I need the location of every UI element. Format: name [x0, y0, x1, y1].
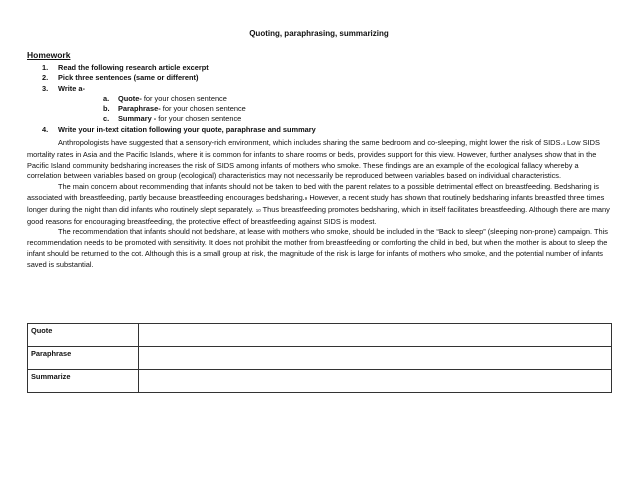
sub-item-label: Summary -: [118, 114, 157, 124]
sub-item-text: for your chosen sentence: [160, 104, 246, 114]
list-item: 1. Read the following research article excerpt: [42, 63, 209, 72]
table-row: [28, 347, 612, 370]
sub-list-item: c. Summary - for your chosen sentence: [103, 114, 242, 124]
instruction-text: Write your in-text citation following your quote, paraphrase and summary: [58, 124, 316, 134]
answer-cell-summarize[interactable]: [139, 370, 612, 393]
answer-cell-quote[interactable]: [139, 324, 612, 347]
sub-item-label: Paraphrase-: [118, 104, 161, 114]
sub-item-text: for your chosen sentence: [141, 93, 227, 103]
instruction-text: Read the following research article excerpt: [58, 63, 209, 72]
citation-ref: 4: [562, 141, 565, 146]
answer-cell-paraphrase[interactable]: [139, 347, 612, 370]
row-label: Summarize: [28, 370, 139, 393]
table-row: [28, 324, 612, 347]
list-item: 3. Write a- a. Quote- for your chosen sentence b. Paraphrase- for your chosen sentence c. Summary - for your chosen sentence: [27, 84, 316, 125]
answer-table: [27, 323, 612, 393]
page-title: Quoting, paraphrasing, summarizing: [249, 29, 389, 38]
sub-item-text: for your chosen sentence: [156, 114, 242, 124]
sub-list-item: b. Paraphrase- for your chosen sentence: [103, 104, 246, 114]
instruction-text: Pick three sentences (same or different): [58, 73, 199, 83]
table-row: [28, 370, 612, 393]
section-heading: Homework: [27, 50, 71, 60]
sub-list: [58, 94, 316, 125]
paragraph: Anthropologists have suggested that a sensory-rich environment, which includes sharing the same bedroom and co-sleeping, might lower the risk of SIDS.4 Low SIDS mortality rates in Asia and the Pacific Islands, where it is common for infants to share rooms or beds, provides support for this view. However, further analyses show that in the Pacific Island community bedsharing increases the risk of SIDS among infants of mothers who smoke. These findings are an example of the ecological fallacy whereby a correlation between variables based on group (ecological) characteristics may not necessarily be reproduced between variables based on individual characteristics.: [27, 138, 600, 181]
instruction-text: Write a-: [58, 83, 85, 93]
list-item: 2. Pick three sentences (same or different): [42, 73, 199, 83]
paragraph: The main concern about recommending that infants should not be taken to bed with the parent relates to a possible detrimental effect on breastfeeding. Bedsharing is associated with breastfeeding, partly because breastfeeding encourages bedsharing.9 However, a recent study has shown that routinely bedsharing infants breastfed three times longer during the night than did infants who routinely slept separately. 10 Thus breastfeeding promotes bedsharing, which in itself facilitates breastfeeding. Although there are many good reasons for encouraging breastfeeding, the protective effect of breastfeeding against SIDS is modest.: [27, 182, 610, 226]
row-label: Paraphrase: [28, 347, 139, 370]
paragraph: The recommendation that infants should not bedshare, at lease with mothers who smoke, should be included in the “Back to sleep” (sleeping non-prone) campaign. This recommendation needs to be promoted with sensitivity. It does not prohibit the mother from breastfeeding or comforting the child in bed, but when the mother is about to sleep the infant should be returned to the cot. Although this is a small group at risk, the magnitude of the risk is large for infants of mothers who smoke, and the potential number of infants saved is substantial.: [27, 227, 608, 269]
instruction-list: [27, 63, 316, 135]
list-item: 4. Write your in-text citation following your quote, paraphrase and summary: [42, 124, 316, 134]
article-excerpt: [27, 138, 613, 271]
row-label: Quote: [28, 324, 139, 347]
sub-list-item: a. Quote- for your chosen sentence: [103, 93, 227, 103]
sub-item-label: Quote-: [118, 93, 142, 103]
citation-ref: 9: [304, 195, 308, 201]
citation-ref: 10: [255, 207, 261, 213]
